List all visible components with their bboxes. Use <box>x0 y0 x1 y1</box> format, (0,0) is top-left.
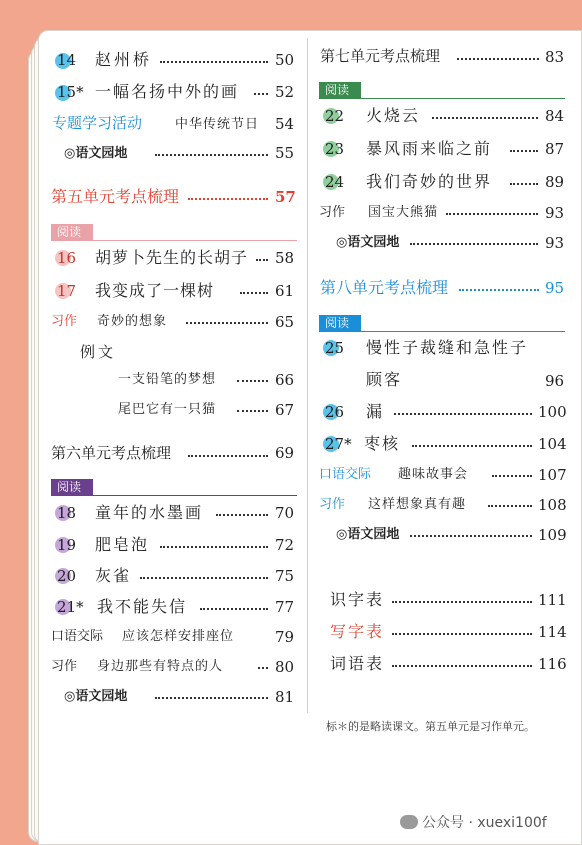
page-number: 66 <box>275 371 295 389</box>
chinese-garden-item[interactable]: ◎语文园地 <box>64 146 128 161</box>
page-number: 54 <box>275 115 295 133</box>
topic-title[interactable]: 中华传统节日 <box>175 117 260 132</box>
page-number: 93 <box>545 204 565 222</box>
page-number: 84 <box>545 107 565 125</box>
leader-dots <box>459 286 539 291</box>
page-number: 96 <box>545 372 565 390</box>
lesson-title[interactable]: 赵州桥 <box>95 50 153 69</box>
section-underline <box>51 495 297 496</box>
leader-dots <box>258 664 268 669</box>
page-number: 69 <box>275 444 295 462</box>
leader-dots <box>186 319 268 324</box>
lesson-title[interactable]: 我变成了一棵树 <box>95 281 215 300</box>
leader-dots <box>432 114 538 119</box>
leader-dots <box>188 452 268 457</box>
page-number: 80 <box>275 658 295 676</box>
writing-table-link[interactable]: 写字表 <box>330 622 385 641</box>
vocabulary-table-link[interactable]: 词语表 <box>330 654 385 673</box>
lesson-title[interactable]: 我们奇妙的世界 <box>366 172 493 191</box>
leader-dots <box>510 180 538 185</box>
example-essay-title[interactable]: 尾巴它有一只猫 <box>118 402 217 417</box>
composition-title[interactable]: 国宝大熊猫 <box>368 205 439 220</box>
lesson-title-continued[interactable]: 顾客 <box>366 370 403 389</box>
oral-communication-label: 口语交际 <box>319 467 372 482</box>
footnote: 标＊的是略读课文。第五单元是习作单元。 <box>326 720 535 733</box>
lesson-number: 20 <box>57 567 77 585</box>
lesson-number: 19 <box>57 536 77 554</box>
leader-dots <box>160 58 268 63</box>
composition-label: 习作 <box>319 497 346 512</box>
page-number: 83 <box>545 48 565 66</box>
page-number: 107 <box>538 466 567 484</box>
page-number: 57 <box>275 188 296 206</box>
section-underline <box>319 98 565 99</box>
leader-dots <box>240 289 268 294</box>
lesson-number: 14 <box>57 51 77 69</box>
lesson-number: 21* <box>57 598 84 616</box>
leader-dots <box>392 630 532 635</box>
unit5-review-title[interactable]: 第五单元考点梳理 <box>51 187 180 206</box>
page-number: 109 <box>538 526 567 544</box>
composition-label: 习作 <box>51 659 78 674</box>
lesson-number: 25 <box>325 339 345 357</box>
leader-dots <box>216 511 268 516</box>
page-number: 95 <box>545 279 565 297</box>
page-number: 114 <box>538 623 567 641</box>
leader-dots <box>446 210 538 215</box>
leader-dots <box>237 407 268 412</box>
lesson-number: 27* <box>325 435 352 453</box>
leader-dots <box>200 605 268 610</box>
unit8-review-title[interactable]: 第八单元考点梳理 <box>320 278 449 297</box>
page-number: 75 <box>275 567 295 585</box>
leader-dots <box>410 532 532 537</box>
leader-dots <box>237 377 268 382</box>
lesson-title[interactable]: 慢性子裁缝和急性子 <box>366 338 529 357</box>
page-number: 65 <box>275 313 295 331</box>
wechat-icon <box>400 815 418 829</box>
page-number: 104 <box>538 435 567 453</box>
page-number: 79 <box>275 628 295 646</box>
lesson-title[interactable]: 一幅名扬中外的画 <box>95 82 240 101</box>
lesson-title[interactable]: 枣核 <box>364 434 401 453</box>
example-essay-title[interactable]: 一支铅笔的梦想 <box>118 372 217 387</box>
leader-dots <box>160 543 268 548</box>
oral-communication-label: 口语交际 <box>51 629 104 644</box>
unit6-review-title[interactable]: 第六单元考点梳理 <box>51 444 172 462</box>
leader-dots <box>412 442 532 447</box>
lesson-number: 24 <box>325 173 345 191</box>
section-underline <box>319 331 565 332</box>
composition-title[interactable]: 这样想象真有趣 <box>368 497 467 512</box>
lesson-title[interactable]: 童年的水墨画 <box>95 503 204 522</box>
lesson-number: 17 <box>57 282 77 300</box>
page-number: 89 <box>545 173 565 191</box>
leader-dots <box>254 90 268 95</box>
oral-communication-title[interactable]: 应该怎样安排座位 <box>122 629 235 644</box>
composition-label: 习作 <box>319 205 346 220</box>
column-divider <box>307 38 308 713</box>
lesson-number: 23 <box>325 140 345 158</box>
chinese-garden-item[interactable]: ◎语文园地 <box>64 689 128 704</box>
composition-title[interactable]: 身边那些有特点的人 <box>97 659 224 674</box>
lesson-title[interactable]: 肥皂泡 <box>95 535 150 554</box>
lesson-number: 22 <box>325 107 345 125</box>
section-underline <box>51 240 297 241</box>
leader-dots <box>188 195 268 200</box>
reading-section-tag: 阅读 <box>51 479 93 495</box>
page-number: 108 <box>538 496 567 514</box>
leader-dots <box>392 598 532 603</box>
page-number: 72 <box>275 536 295 554</box>
unit7-review-title[interactable]: 第七单元考点梳理 <box>320 47 441 65</box>
leader-dots <box>392 662 532 667</box>
page-number: 61 <box>275 282 295 300</box>
example-essays-heading: 例文 <box>80 343 117 361</box>
composition-label: 习作 <box>51 314 78 329</box>
page-number: 52 <box>275 83 295 101</box>
watermark-text: 公众号 · xuexi100f <box>422 815 547 831</box>
reading-section-tag: 阅读 <box>319 82 361 98</box>
page-number: 87 <box>545 140 565 158</box>
literacy-table-link[interactable]: 识字表 <box>330 590 385 609</box>
reading-section-tag: 阅读 <box>319 315 361 331</box>
leader-dots <box>155 694 268 699</box>
lesson-number: 15* <box>57 83 84 101</box>
lesson-number: 18 <box>57 504 77 522</box>
topic-activity-label: 专题学习活动 <box>52 114 143 132</box>
page-number: 58 <box>275 249 295 267</box>
leader-dots <box>410 240 538 245</box>
lesson-title[interactable]: 火烧云 <box>366 106 421 125</box>
page-number: 100 <box>538 403 567 421</box>
leader-dots <box>510 147 538 152</box>
page-number: 111 <box>538 591 567 609</box>
page-number: 55 <box>275 144 295 162</box>
page-number: 81 <box>275 688 295 706</box>
lesson-title[interactable]: 漏 <box>366 402 383 421</box>
leader-dots <box>256 256 268 261</box>
page-number: 50 <box>275 51 295 69</box>
leader-dots <box>140 574 268 579</box>
lesson-number: 26 <box>325 403 345 421</box>
page-number: 77 <box>275 598 295 616</box>
lesson-title[interactable]: 胡萝卜先生的长胡子 <box>95 248 249 267</box>
lesson-number: 16 <box>57 249 77 267</box>
watermark <box>400 812 547 832</box>
oral-communication-title[interactable]: 趣味故事会 <box>398 467 469 482</box>
composition-title[interactable]: 奇妙的想象 <box>97 314 168 329</box>
leader-dots <box>457 55 539 60</box>
leader-dots <box>492 472 532 477</box>
lesson-title[interactable]: 我不能失信 <box>97 597 188 616</box>
page-number: 116 <box>538 655 567 673</box>
lesson-title[interactable]: 暴风雨来临之前 <box>366 139 493 158</box>
lesson-title[interactable]: 灰雀 <box>95 566 132 585</box>
leader-dots <box>155 151 268 156</box>
reading-section-tag: 阅读 <box>51 224 93 240</box>
leader-dots <box>394 410 532 415</box>
leader-dots <box>488 502 532 507</box>
page-number: 67 <box>275 401 295 419</box>
chinese-garden-item[interactable]: ◎语文园地 <box>336 527 400 542</box>
page-number: 93 <box>545 234 565 252</box>
page-number: 70 <box>275 504 295 522</box>
chinese-garden-item[interactable]: ◎语文园地 <box>336 235 400 250</box>
